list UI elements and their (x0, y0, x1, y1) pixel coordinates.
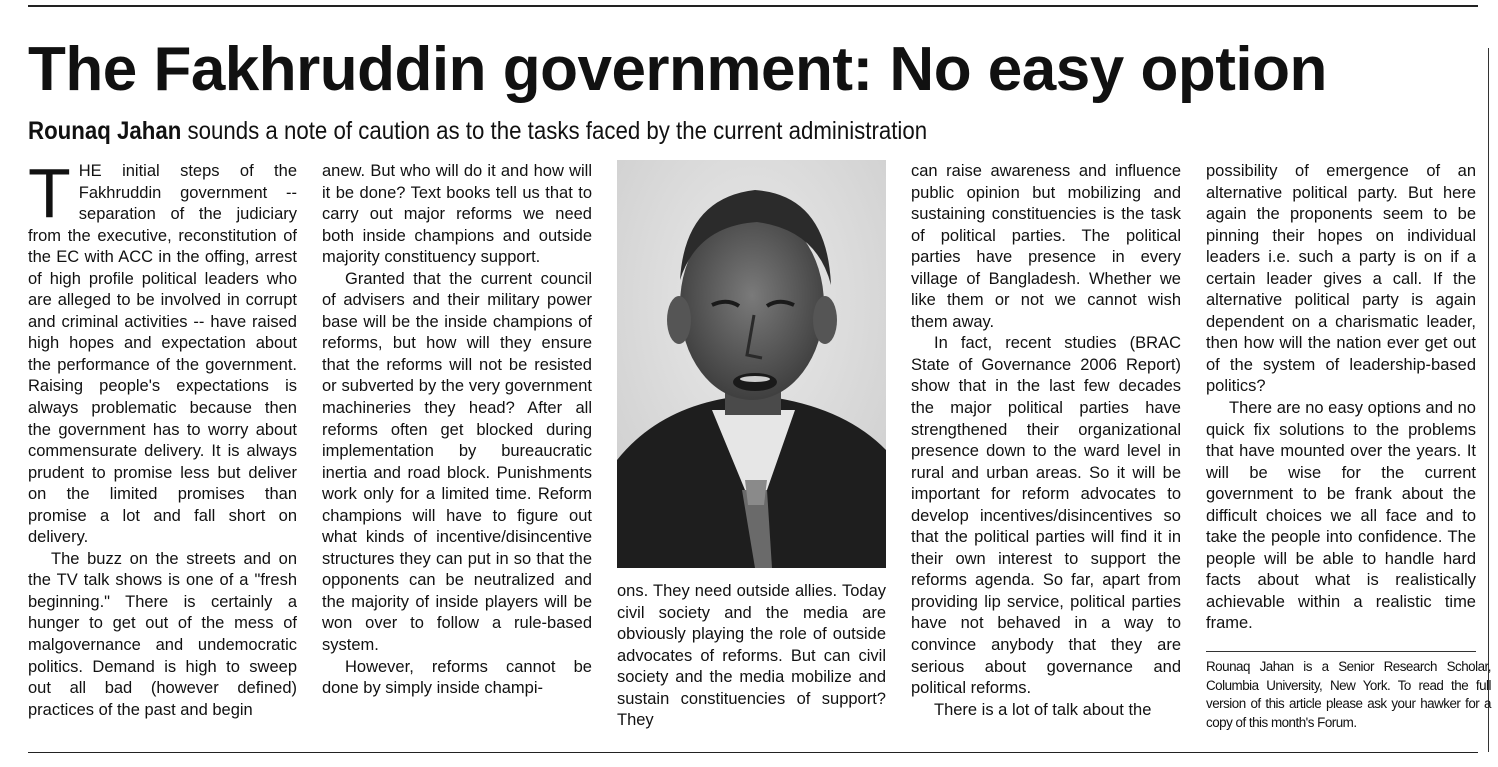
column-3 (617, 581, 886, 747)
column-1 (28, 161, 297, 747)
column-rule (1488, 48, 1489, 752)
paragraph-1-text: HE initial steps of the Fakhruddin government -- separation of the judiciary from the executive, reconstitution of the EC with ACC in the offing, arrest of high profile political leaders who are alleged to be involved in corrupt and criminal activities -- have raised high hopes and expectation about the performance of the government. Raising people's expectations is always problematic because then the government has to worry about commensurate delivery. It is always prudent to promise less but deliver on the limited promises than promise a lot and fall short on delivery. (28, 162, 297, 547)
column-2 (322, 161, 592, 747)
paragraph-4-part-2: ons. They need outside allies. Today civil society and the media are obviously playing the role of outside advocates of reforms. But can civil society and the media mobilize and sustain constituencies of support? They (617, 582, 886, 730)
deck-author: Rounaq Jahan (28, 117, 182, 145)
author-photo (617, 160, 886, 568)
drop-cap: T (28, 161, 71, 232)
note-divider (1206, 651, 1476, 652)
paragraph-3: Granted that the current council of advisers and their military power base will be the inside champions of reforms, but how will they ensure that the reforms will not be resisted or subverted by the very government machineries they head? After all reforms often get blocked during implementation by bureaucratic inertia and road block. Punishments work only for a limited time. Reform champions will have to figure out what kinds of incentive/disincentive structures they can put in so that the opponents can be neutralized and the majority of inside players will be won over to follow a rule-based system. (322, 269, 592, 655)
paragraph-2-part-2: anew. But who will do it and how will it be done? Text books tell us that to carry out major reforms we need both inside champions and outside majority constituency support. (322, 162, 592, 267)
column-4 (911, 161, 1181, 747)
paragraph-6-part-2: possibility of emergence of an alternative political party. But here again the proponents seem to be pinning their hopes on individual leaders i.e. such a party is on if a certain leader gives a call. If the alternative political party is again dependent on a charismatic leader, then how will the nation ever get out of the system of leadership-based politics? (1206, 162, 1476, 396)
paragraph-7: There are no easy options and no quick fix solutions to the problems that have mounted over the years. It will be wise for the current government to be frank about the difficult choices we all face and to take the people into confidence. The people will be able to handle hard facts about what is realistically achievable within a realistic time frame. (1206, 399, 1476, 633)
portrait-image (617, 160, 886, 568)
paragraph-1 (28, 161, 297, 549)
bottom-rule (28, 752, 1478, 753)
paragraph-6-part-1: There is a lot of talk about the (934, 700, 1152, 719)
paragraph-4-part-1: However, reforms cannot be done by simply inside champi- (322, 657, 592, 698)
column-5 (1206, 161, 1476, 649)
paragraph-4-part-3: can raise awareness and influence public opinion but mobilizing and sustaining constituencies is the task of political parties. The political parties have presence in every village of Bangladesh. Whether we like them or not we cannot wish them away. (911, 162, 1181, 331)
deck-text: sounds a note of caution as to the tasks faced by the current administration (181, 117, 928, 145)
paragraph-5: In fact, recent studies (BRAC State of Governance 2006 Report) show that in the last few decades the major political parties have strengthened their organizational presence down to the ward level in rural and urban areas. So it will be important for reform advocates to develop incentives/disincentives so that the political parties will find it in their own interest to support the reforms agenda. So far, apart from providing lip service, political parties have not behaved in a way to convince anybody that they are serious about governance and political reforms. (911, 334, 1181, 698)
headline: The Fakhruddin government: No easy option (28, 35, 1327, 104)
paragraph-2-part-1: The buzz on the streets and on the TV talk shows is one of a "fresh beginning." There is certainly a hunger to get out of the mess of malgovernance and undemocratic politics. Demand is high to sweep out all bad (however defined) practices of the past and begin (28, 549, 297, 719)
top-rule (28, 5, 1478, 7)
author-note: Rounaq Jahan is a Senior Research Scholar, Columbia University, New York. To read the full version of this article please ask your hawker for a copy of this month's Forum. (1206, 659, 1491, 730)
deck (28, 115, 927, 147)
